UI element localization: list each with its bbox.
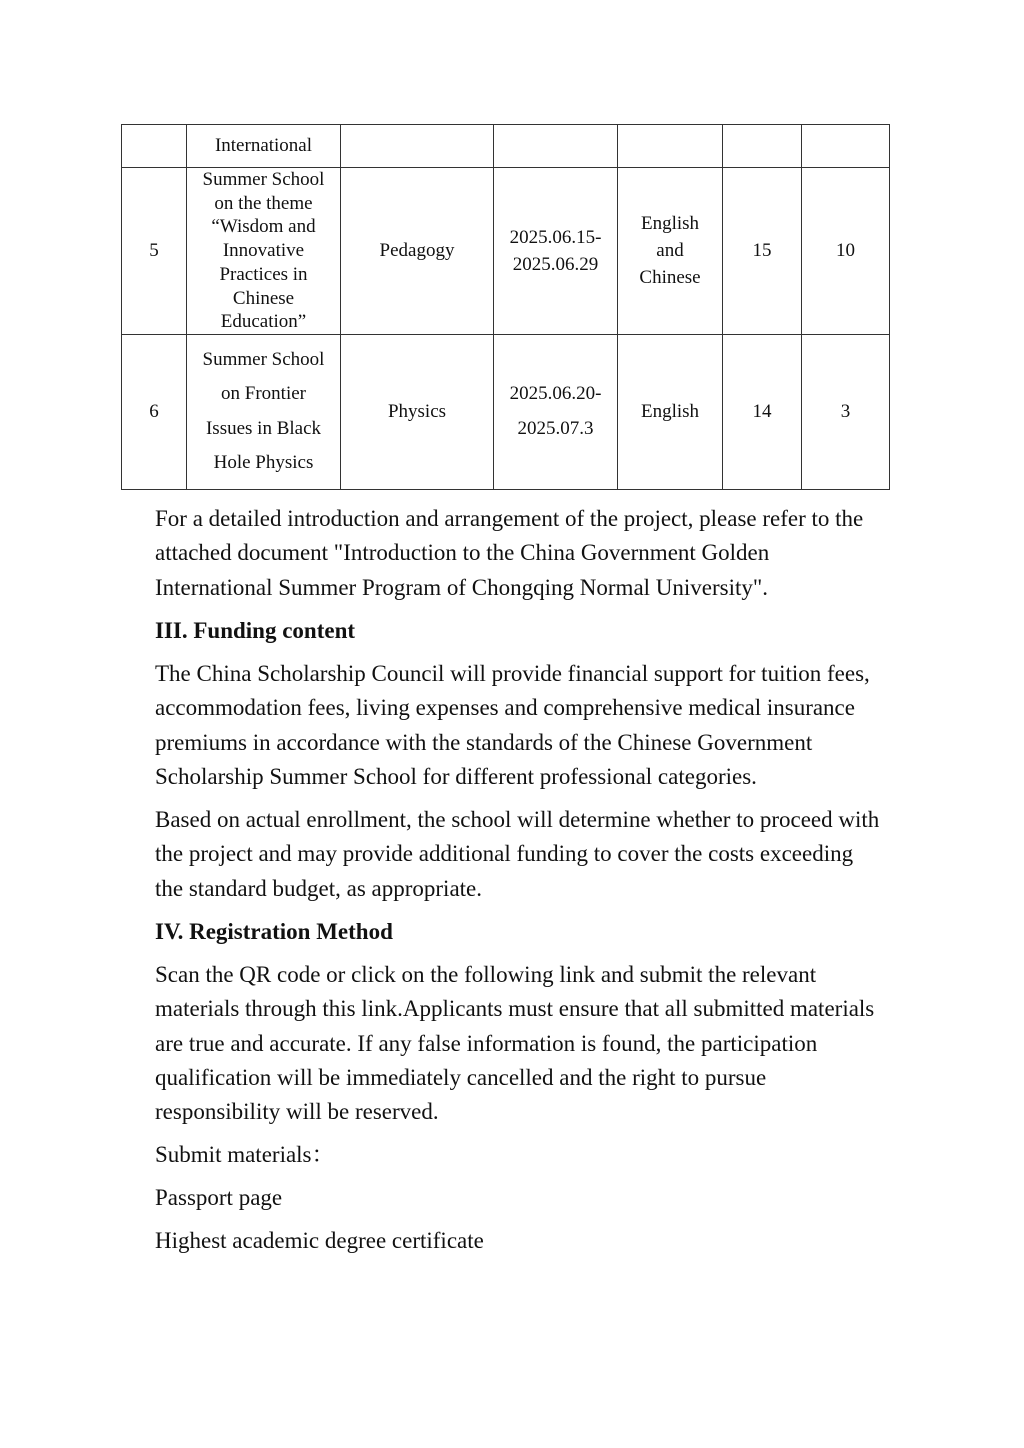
discipline-cell: Pedagogy [341, 168, 494, 335]
table-row [122, 125, 890, 168]
program-name-line: Innovative [222, 240, 305, 262]
row-number-cell: 6 [122, 334, 187, 489]
date-line: 2025.06.15- [509, 226, 602, 248]
program-name-line: Summer School [202, 348, 325, 370]
date-line: 2025.06.20- [509, 383, 602, 405]
date-line: 2025.06.29 [512, 253, 599, 275]
document-body [155, 502, 885, 1267]
quota-cell: 10 [802, 168, 890, 335]
language-line: Chinese [639, 267, 701, 289]
program-name-line: International [214, 135, 313, 156]
program-name-line: Hole Physics [213, 452, 314, 474]
funding-heading: III. Funding content [155, 617, 356, 643]
discipline-cell [341, 125, 494, 168]
language-cell [618, 334, 723, 489]
program-name-line: on Frontier [221, 383, 306, 405]
language-cell [618, 125, 723, 168]
days-cell: 15 [723, 168, 802, 335]
language-cell [618, 168, 723, 335]
table-row [122, 334, 890, 489]
date-line: 2025.07.3 [517, 417, 594, 439]
program-name-line: on the theme [214, 192, 313, 214]
quota-cell: 3 [802, 334, 890, 489]
days-cell: 14 [723, 334, 802, 489]
registration-paragraph: Scan the QR code or click on the following link and submit the relevant materials through this link.Applicants must ensure that all submitted materials are true and accurate. If any false information is found, the participation qualification will be immediately cancelled and the right to pursue responsibility will be reserved. [155, 961, 875, 1125]
dates-cell [494, 334, 618, 489]
funding-paragraph: The China Scholarship Council will provide financial support for tuition fees, accommodation fees, living expenses and comprehensive medical insurance premiums in accordance with the standards of the Chinese Government Scholarship Summer School for different professional categories. [155, 660, 870, 790]
program-name-line: “Wisdom and [211, 216, 316, 238]
materials-item: Highest academic degree certificate [155, 1228, 484, 1254]
program-name-line: Chinese [232, 287, 295, 309]
intro-paragraph: For a detailed introduction and arrangement of the project, please refer to the attached document "Introduction to the China Government Golden International Summer Program of Chongqing Normal University". [155, 506, 864, 600]
row-number-cell: 5 [122, 168, 187, 335]
program-table [121, 124, 890, 490]
materials-item: Passport page [155, 1185, 283, 1211]
row-number-cell [122, 125, 187, 168]
language-line: English [640, 400, 700, 422]
registration-heading: IV. Registration Method [155, 918, 393, 944]
program-name-cell [187, 125, 341, 168]
table-row [122, 168, 890, 335]
program-name-cell [187, 334, 341, 489]
language-line: and [656, 240, 684, 262]
quota-cell [802, 125, 890, 168]
materials-label: Submit materials： [155, 1142, 335, 1168]
dates-cell [494, 168, 618, 335]
program-name-line: Practices in [219, 263, 308, 285]
program-name-line: Education” [220, 311, 307, 333]
program-name-cell [187, 168, 341, 335]
language-line: English [640, 213, 700, 235]
discipline-cell: Physics [341, 334, 494, 489]
program-name-line: Summer School [202, 169, 325, 190]
enrollment-paragraph: Based on actual enrollment, the school will determine whether to proceed with the project and may provide additional funding to cover the costs exceeding the standard budget, as appropriate. [155, 807, 880, 901]
days-cell [723, 125, 802, 168]
dates-cell [494, 125, 618, 168]
program-name-line: Issues in Black [205, 417, 322, 439]
